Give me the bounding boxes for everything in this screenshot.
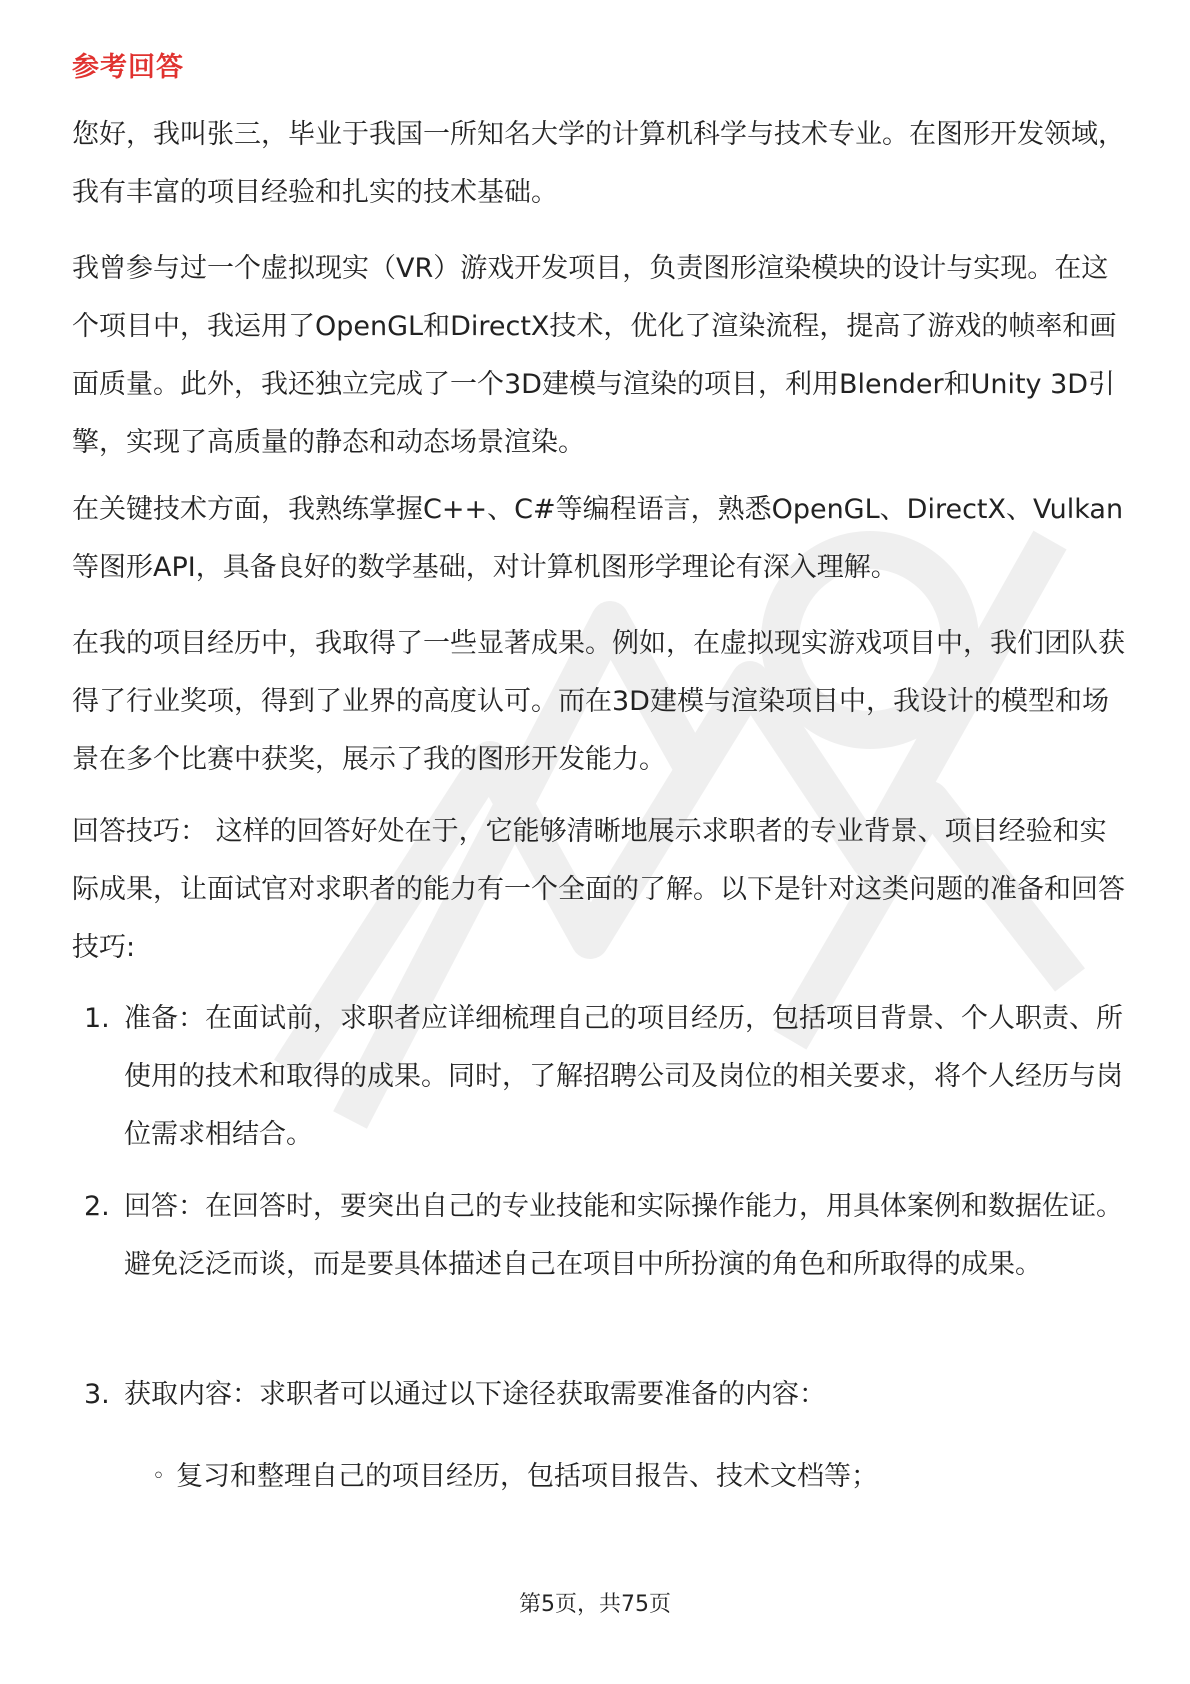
sub-list-item-text: 复习和整理自己的项目经历，包括项目报告、技术文档等； xyxy=(176,1461,878,1492)
paragraph-skills: 在关键技术方面，我熟练掌握C++、C#等编程语言，熟悉OpenGL、DirectX、Vulkan等图形API，具备良好的数学基础，对计算机图形学理论有深入理解。 xyxy=(72,494,1124,583)
list-number: 2. xyxy=(84,1191,110,1222)
list-item-text: 回答：在回答时，要突出自己的专业技能和实际操作能力，用具体案例和数据佐证。避免泛泛而谈，而是要具体描述自己在项目中所扮演的角色和所取得的成果。 xyxy=(124,1191,1123,1280)
paragraph-tips: 回答技巧： 这样的回答好处在于，它能够清晰地展示求职者的专业背景、项目经验和实际成果，让面试官对求职者的能力有一个全面的了解。以下是针对这类问题的准备和回答技巧: xyxy=(72,816,1125,963)
paragraph-projects: 我曾参与过一个虚拟现实（VR）游戏开发项目，负责图形渲染模块的设计与实现。在这个项目中，我运用了OpenGL和DirectX技术，优化了渲染流程，提高了游戏的帧率和画面质量。此外，我还独立完成了一个3D建模与渲染的项目，利用Blender和Unity 3D引擎，实现了高质量的静态和动态场景渲染。 xyxy=(72,253,1117,458)
list-item-text: 获取内容：求职者可以通过以下途径获取需要准备的内容： xyxy=(124,1379,826,1410)
paragraph-intro: 您好，我叫张三，毕业于我国一所知名大学的计算机科学与技术专业。在图形开发领域，我有丰富的项目经验和扎实的技术基础。 xyxy=(72,119,1125,208)
paragraph-achievements: 在我的项目经历中，我取得了一些显著成果。例如，在虚拟现实游戏项目中，我们团队获得了行业奖项，得到了业界的高度认可。而在3D建模与渲染项目中，我设计的模型和场景在多个比赛中获奖，展示了我的图形开发能力。 xyxy=(72,628,1125,775)
section-title: 参考回答 xyxy=(72,52,184,83)
list-item-text: 准备：在面试前，求职者应详细梳理自己的项目经历，包括项目背景、个人职责、所使用的技术和取得的成果。同时，了解招聘公司及岗位的相关要求，将个人经历与岗位需求相结合。 xyxy=(124,1003,1123,1150)
bullet-circle-icon: ◦ xyxy=(152,1464,165,1489)
list-number: 1. xyxy=(84,1003,110,1034)
page-footer: 第5页，共75页 xyxy=(519,1592,671,1617)
list-number: 3. xyxy=(84,1379,110,1410)
